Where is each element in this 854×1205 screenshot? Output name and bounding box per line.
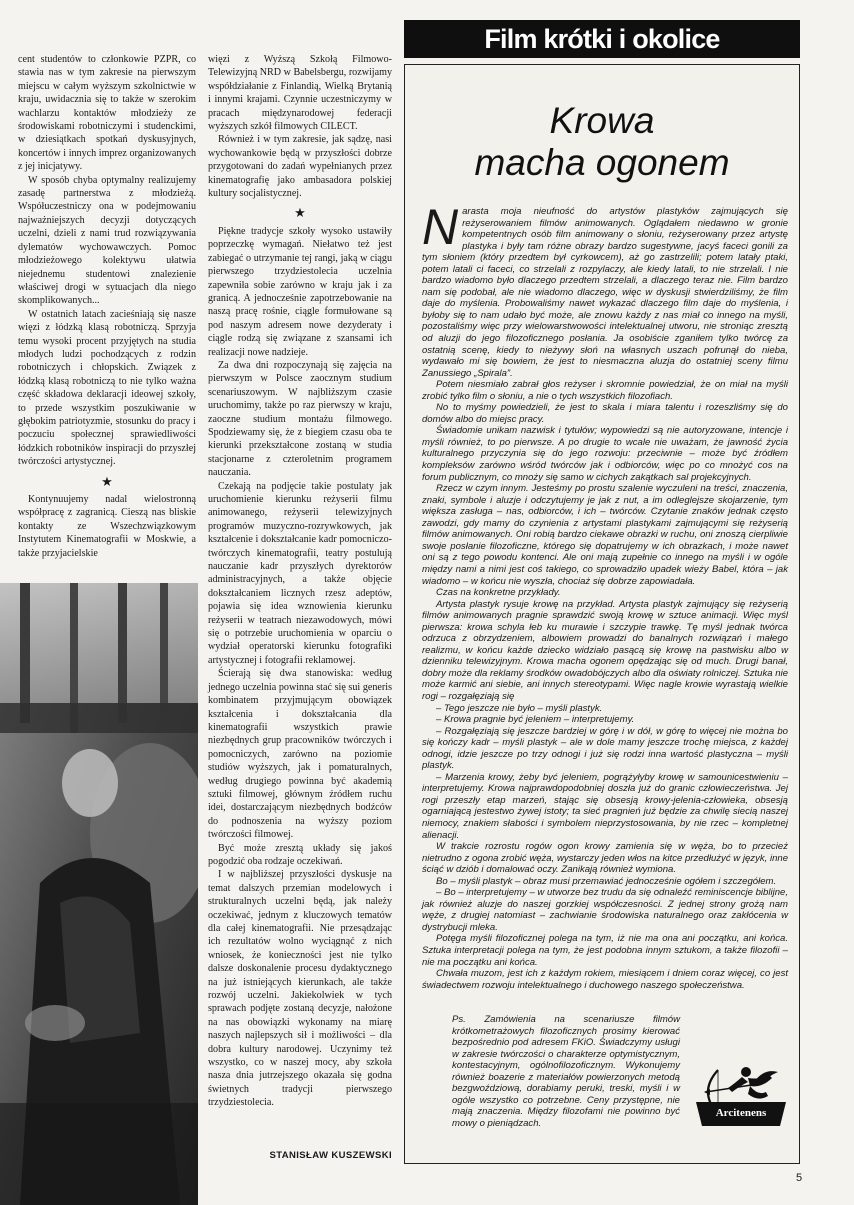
section-star: ★ bbox=[101, 473, 113, 489]
paragraph: Bo – myśli plastyk – obraz musi przemawiać jednocześnie ogółem i szczegółem. bbox=[436, 875, 777, 887]
section-star: ★ bbox=[294, 205, 306, 221]
paragraph: No to myśmy powiedzieli, że jest to skala i miara talentu i rozeszliśmy się do domów albo do miejsc pracy. bbox=[422, 402, 788, 425]
paragraph: I w najbliższej przyszłości dyskusje na temat dalszych przemian modelowych i strukturalnych uczelni będą, jak należy oczekiwać, jednym z kluczowych tematów dla całej kinematografii. Nie przesądzając ich rezultatów wolno wyciągnąć z nich wniosek, że konieczności jest nie tylko dalsze doskonalenie procesu dydaktycznego na już istniejących kierunkach, ale także rozwój uczelni. Jakiekolwiek w tych sprawach podjęte zostaną decyzje, nałożone na nas obowiązki wykonamy na miarę naszych najlepszych sił i możliwości – dla dobra kultury narodowej. Uczynimy też wszystko, co w naszej mocy, aby szkoła nasza dnia jutrzejszego okazała się godna świetnych tradycji pierwszego trzydziestolecia. bbox=[208, 869, 392, 1109]
paragraph: Rzecz w czym innym. Jesteśmy po prostu szalenie wyczuleni na treści, znaczenia, znaki, symbole i aluzje i odczytujemy je jak z nut, a im odleglejsze skojarzenie, tym większa zasługa – nas, odbiorców, i ich – twórców. Czytanie znaków jednak często zawodzi, gdy mamy do czynienia z artystami plastykami zajmującymi się reżyserią filmów animowanych. Oni robią bardzo ciekawe obrazki w ruchu, oni znoszą cierpliwie swoje posłanie filozoficzne, którego się dopatrujemy w ich obrazkach, i może nawet oni są z tego powodu kontenci. Ale oni mają zupełnie co innego na myśli i w ogóle między nami a nimi jest coś takiego, co sprowadziło upadek wieży Babel, która – jak wiadomo – w końcu nie wyszła, chociaż się dobrze zapowiadała. bbox=[422, 483, 788, 587]
paragraph: – Rozgałęziają się jeszcze bardziej w górę i w dół, w górę to więcej nie można bo się kończy kadr – myśli plastyk – ale w dole mamy jeszcze trochę miejsca, z każdej odnogi, idzie jeszcze po trzy odnogi i już się rodzi inna wartość plastyczna – myśli plastyk. bbox=[422, 725, 788, 772]
paragraph: Kontynuujemy nadal wielostronną współpracę z zagranicą. Cieszą nas bliskie kontakty ze Wszechzwiązkowym Instytutem Kinematografii w Moskwie, a także przyjacielskie bbox=[18, 494, 196, 559]
postscript bbox=[452, 1014, 680, 1129]
paragraph: W ostatnich latach zacieśniają się nasze więzi z łódzką klasą robotniczą. Sprzyja temu wysoki procent przyjętych na studia młodych ludzi pochodzących z rodzin robotniczych i chłopskich. Związek z łódzką klasą robotniczą to nie tylko ważna część składowa deklaracji ideowej szkoły, to przede wszystkim poszukiwanie w głębokim patriotyzmie, stosunku do pracy i poczuciu społecznej sprawiedliwości łódzkich robotników inspiracji do przyszłej twórczości artystycznej. bbox=[18, 308, 196, 468]
article-title bbox=[404, 100, 800, 184]
page-number: 5 bbox=[796, 1172, 803, 1184]
paragraph: – Bo – interpretujemy – w utworze bez trudu da się odnaleźć reminiscencje biblijne, jak również aluzje do naszej gorzkiej współczesności. Z jednej strony grożą nam węże, z drugiej natomiast – zachwianie środowiska naturalnego oraz zakłócenia w dystrybucji mleka. bbox=[422, 887, 788, 933]
photo-image bbox=[0, 583, 198, 1205]
paragraph: Ścierają się dwa stanowiska: według jednego uczelnia powinna stać się sui generis kombinatem przyjmującym obowiązek kształcenia i dokształcania dla kinematografii wszystkich prawie niezbędnych grup pracowników twórczych i pomocniczych, zarówno na poziomie studiów wyższych, jak i pomaturalnych, według drugiego powinna być akademią sztuki filmowej, głównym źródłem ruchu idei, dostarczającym niezbędnych bodźców do podnoszenia na wyższy poziom twórczości filmowej. bbox=[208, 668, 392, 841]
paragraph: Potem niesmiało zabrał głos reżyser i skromnie powiedział, że on miał na myśli zrobić tylko film o słoniu, a nie o tych wszystkich filozofiach. bbox=[422, 379, 788, 402]
paragraph: – Krowa pragnie być jeleniem – interpretujemy. bbox=[436, 714, 635, 726]
paragraph: Być może zresztą układy się jakoś pogodzić oba rodzaje oczekiwań. bbox=[208, 842, 392, 867]
article-title-line: Krowa bbox=[549, 100, 655, 141]
paragraph: Artysta plastyk rysuje krowę na przykład. Artysta plastyk zajmujący się reżyserią filmów animowanych pragnie sprawdzić swoją krowę w sztuce animacji. Więc myśl pierwsza: krowa schyla łeb ku murawie i szczypie trawkę. Tę myśl jednak twórca odrzuca z obrzydzeniem, albowiem prowadzi do banalnych rozwiązań i małego realizmu, w końcu każde dziecko widziało pasącą się krowę na pastwisku albo w dzienniku telewizyjnym. Krowa macha ogonem opędzając się od much. Drugi banał, dobry może dla reklamy środków owadobójczych albo dla oświaty rolniczej. Sztuka nie może karmić ani siebie, ani innych stereotypami. Więc nagle krowie wyrastają wielkie rogi – rozgałęziają się bbox=[422, 598, 788, 702]
paragraph-text: arasta moja nieufność do artystów plastyków zajmujących się reżyserowaniem filmów animowanych. Oglądałem niedawno w gronie kompetentnych osób film animowany o słoniu, reżyserowany przez artystę plastyka i były tam różne obrazy bardzo sugestywne, jacyś faceci gonili za tym słoniem (który przedtem był cyrkowcem), aż go zastrzelili; potem latały ptaki, potem latali ci faceci, co strzelali z rozpylaczy, ale kiedy latali, to nie strzelali. I nie bardzo wiadomo było dlaczego przedtem strzelali, a dlaczego teraz nie. Film bardzo nam się podobał, ale nie wiadomo dlaczego, więc w dyskusji stwierdziliśmy, że film daje do myślenia. Probowaliśmy nawet wykazać dlaczego film daje do myślenia, i byłoby się to nam udało być może, ale znowu każdy z nas miał co innego na myśli, pozostaliśmy więc przy wielowarstwowości intelektualnej utworu, nie stroniąc zresztą od aluzji do jego filozoficznego posłania. Ja osobiście zganiłem tylko twórcę za ostatnią scenę, kiedy to nieżywy słoń na własnych uszach pofrunął do nieba, wydawało mi się bowiem, że jest to niesmaczna aluzja do ostatniej sceny filmu Zanussiego „Spirala”. bbox=[422, 206, 788, 379]
paragraph: Potęga myśli filozoficznej polega na tym, iż nie ma ona ani początku, ani końca. Sztuka interpretacji polega na tym, że jest podobna innym sztukom, a także filozofii – nie ma początku ani końca. bbox=[422, 933, 788, 968]
section-header: Film krótki i okolice bbox=[404, 20, 800, 58]
left-column-text bbox=[18, 53, 196, 560]
paragraph: Świadomie unikam nazwisk i tytułów; wypowiedzi są nie autoryzowane, intencje i myśli również, to po pierwsze. A po drugie to wcale nie uważam, że jawność życia kulturalnego przyczynia się do jego rozwoju: przeciwnie – może być źródłem kompleksów zarówno wśród twórców jak i odbiorców, więc po co mnożyć cos na forum publicznym, co mnoży się samo w cichych zakątkach sal projekcyjnych. bbox=[422, 425, 788, 483]
paragraph: Chwała muzom, jest ich z każdym rokiem, miesiącem i dniem coraz więcej, co jest świadectwem rozwoju intelektualnego i duchowego naszego społeczeństwa. bbox=[422, 968, 788, 991]
middle-column-text bbox=[208, 53, 392, 1110]
paragraph: – Marzenia krowy, żeby być jeleniem, pogrążyłyby krowę w samounicestwieniu – interpretujemy. Krowa najprawdopodobniej doszła już do granic człowieczeństwa. Jej rogi przeszły etap marzeń, stając się obsesją krowy-jelenia-człowieka, obsesją ogarniającą jestestwo żywej istoty; ta sieć pragnień już będzie za chwilę siecią naszej niemocy, znakiem słabości i symbolem nieprzystosowania, by nie rzec – kompletnej alienacji. bbox=[422, 771, 788, 841]
paragraph: Czas na konkretne przykłady. bbox=[436, 587, 561, 599]
paragraph: – Tego jeszcze nie było – myśli plastyk. bbox=[436, 702, 603, 714]
paragraph: Również i w tym zakresie, jak sądzę, nasi wychowankowie będą w przyszłości dobrze przygotowani do zadań wypełnianych przez kinematografię jako ambasadora polskiej kultury socjalistycznej. bbox=[208, 134, 392, 200]
logo-text: Arcitenens bbox=[715, 1107, 767, 1119]
paragraph: Czekają na podjęcie takie postulaty jak uruchomienie kierunku reżyserii filmu animowanego, reżyserii telewizyjnych programów muzyczno-rozrywkowych, jak kształcenie i dokształcanie kadr pomocniczo-twórczych kinematografii, teatry postulują nauczanie kadr przyszłych dyrektorów administracyjnych, a także objęcie dokształcaniem licznych rzesz adeptów, pojawia się idea wznowienia kierunku reżyserii w teatrach niezawodowych, mówi się o potrzebie uruchomienia w oparciu o wydział operatorski kierunku fotografiki artystycznej i fotografii reklamowej. bbox=[208, 480, 392, 666]
drop-cap: N bbox=[422, 199, 459, 255]
archer-icon bbox=[688, 1062, 790, 1132]
arcitenens-logo bbox=[688, 1062, 790, 1132]
paragraph: cent studentów to członkowie PZPR, co stawia nas w tym zakresie na pierwszym miejscu w całym wyższym szkolnictwie w kraju, uwidacznia się to także w szerokim wachlarzu kontaktów młodzieży ze środowiskami robotniczymi i studenckimi, w dziesiątkach spotkań dyskusyjnych, koncertów i innych imprez organizowanych z jej inicjatywy. bbox=[18, 54, 196, 173]
paragraph bbox=[422, 199, 788, 379]
paragraph: Za dwa dni rozpoczynają się zajęcia na pierwszym w Polsce zaocznym studium scenariuszowym. W najbliższym czasie uruchomimy, także po raz pierwszy w kraju, zaoczne studium montażu filmowego. Spodziewamy się, że z biegiem czasu oba te kierunki przekształcone zostaną w studia stacjonarne z czteroletnim programem nauczania. bbox=[208, 359, 392, 479]
article-body bbox=[422, 199, 788, 991]
postscript-text: Ps. Zamówienia na scenariusze filmów krótkometrażowych filozoficznych prosimy kierować bezpośrednio pod adresem FKiO. Świadczymy usługi w zakresie twórczości o charakterze optymistycznym, kontestacyjnym, ogólnofilozoficznym. Wykonujemy również boazerie z materiałów powierzonych metodą bezgwoździową, dorabiamy peruki, treski, myśli i w ogóle wszystko co potrzebne. Ceny przystępne, nie mają znaczenia. Między filozofami nie powinno być mowy o pieniądzach. bbox=[452, 1014, 680, 1129]
paragraph: Piękne tradycje szkoły wysoko ustawiły poprzeczkę wymagań. Niełatwo też jest zabiegać o utrzymanie tej rangi, jaką w ciągu pierwszego trzydziestolecia uczelnia zapewniła sobie zarówno w kraju jak i za granicą. A jednocześnie zapotrzebowanie na naszą pracę rośnie, ciągle formułowane są pod naszym adresem nowe dezyderaty i ciągle rodzą się związane z szansami ich realizacji nowe nadzieje. bbox=[208, 225, 392, 358]
paragraph: więzi z Wyższą Szkołą Filmowo-Telewizyjną NRD w Babelsbergu, rozwijamy współdziałanie z Finlandią, Wielką Brytanią i innymi krajami. Czynnie uczestniczymy w pracach międzynarodowej federacji wyższych szkół filmowych CILECT. bbox=[208, 54, 392, 133]
paragraph: W trakcie rozrostu rogów ogon krowy zamienia się w węża, bo to przecież nietrudno z ogona zrobić węża, wystarczy jeden włos na kitce przedłużyć w język, inne ściąć w dziób i domalować oczy. Zanikają również wymiona. bbox=[422, 841, 788, 876]
author-signature: STANISŁAW KUSZEWSKI bbox=[269, 1150, 392, 1161]
article-title-line: macha ogonem bbox=[474, 142, 730, 183]
article-photo bbox=[0, 583, 198, 1205]
paragraph: W sposób chyba optymalny realizujemy zasadę partnerstwa z młodzieżą. Współuczestniczy ona w podejmowaniu najważniejszych decyzji dotyczących uczelni, dzieli z nami trud rozwiązywania dylematów wychowawczych. Pomoc młodzieżowego kolektywu ułatwia niejednemu studentowi znalezienie właściwej drogi w sytuacjach dla niego skomplikowanych... bbox=[18, 174, 196, 307]
